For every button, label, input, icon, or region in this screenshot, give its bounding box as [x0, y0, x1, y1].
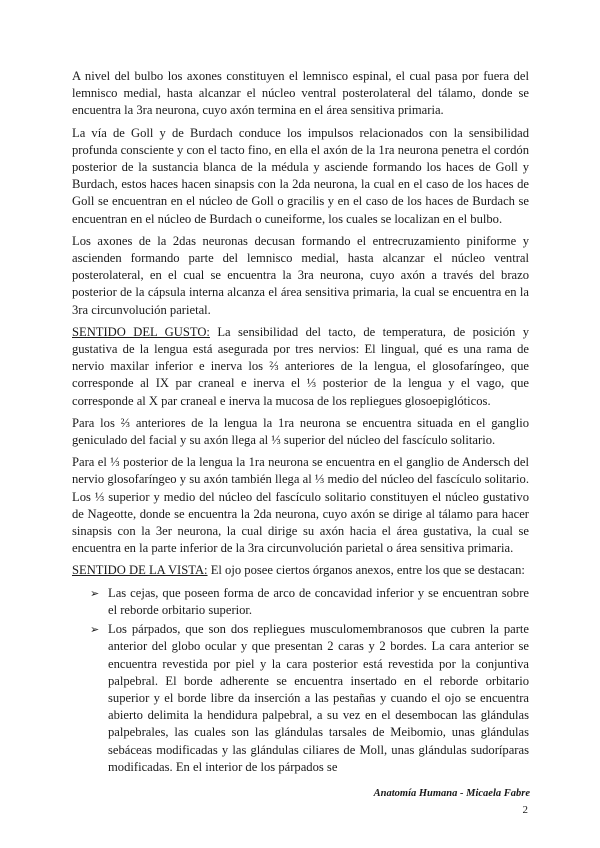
paragraph-via-goll-burdach: La vía de Goll y de Burdach conduce los impulsos relacionados con la sensibilidad profunda consciente y con el tacto fino, en ella el axón de la 1ra neurona penetra el cordón posterior de la sustancia blanca de la médula y asciende formando los haces de Goll y Burdach, estos haces hacen sinapsis con la 2da neurona, la cual en el caso de los haces de Goll se encuentran en el núcleo de Goll o gracilis y en el caso de los haces de Burdach se encuentran en el núcleo de Burdach o cuneiforme, los cuales se localizan en el bulbo. — [72, 125, 529, 226]
paragraph-lemnisco-espinal: A nivel del bulbo los axones constituyen el lemnisco espinal, el cual pasa por fuera del lemnisco medial, hasta alcanzar el núcleo ventral posterolateral del tálamo, donde se encuentra la 3ra neurona, cuyo axón termina en el área sensitiva primaria. — [72, 69, 529, 118]
heading-sentido-gusto: SENTIDO DEL GUSTO: — [72, 324, 210, 339]
paragraph-segundas-neuronas: Los axones de la 2das neuronas decusan formando el entrecruzamiento piniforme y ascienden formando parte del lemnisco medial, hasta alcanzar el núcleo ventral posterolateral, en el cual se encuentra la 3ra neurona, cuyo axón a través del brazo posterior de la cápsula interna alcanza el área sensitiva primaria, la cual se encuentra en la 3ra circunvolución parietal. — [72, 233, 529, 317]
arrow-bullet-icon: ➢ — [90, 623, 100, 637]
list-item-parpados — [90, 621, 529, 776]
document-page — [72, 68, 529, 778]
list-item-text: Las cejas, que poseen forma de arco de concavidad inferior y se encuentran sobre el reborde orbitario superior. — [108, 585, 529, 617]
paragraph-tercio-posterior: Para el ⅓ posterior de la lengua la 1ra neurona se encuentra en el ganglio de Andersch del nervio glosofaríngeo y su axón también llega al ⅓ medio del núcleo del fascículo solitario. Los ⅓ superior y medio del núcleo del fascículo solitario constituyen el núcleo gustativo de Nageotte, donde se encuentra la 2da neurona, cuyo axón se dirige al tálamo para hacer sinapsis con la 3er neurona, la cual dirige su axón hacia el área gustativa, la cual se encuentra en la parte inferior de la 3ra circunvolución parietal o área sensitiva primaria. — [72, 455, 529, 556]
heading-sentido-vista: SENTIDO DE LA VISTA: — [72, 563, 208, 578]
list-item-text: Los párpados, que son dos repliegues musculomembranosos que cubren la parte anterior del globo ocular y que presentan 2 caras y 2 bordes. La cara anterior se encuentra revestida por piel y la cara posterior está revestida por la conjuntiva palpebral. El borde adherente se encuentra insertado en el reborde orbitario superior y el borde libre da inserción a las pestañas y cuando el ojo se encuentra abierto delimita la hendidura palpebral, a su vez en el desembocan las glándulas palpebrales, las cuales son las glándulas tarsales de Meibomio, unas glándulas sebáceas modificadas y las glándulas ciliares de Moll, unas glándulas sudoríparas modificadas. En el interior de los párpados se — [108, 622, 529, 774]
list-item-cejas — [90, 585, 529, 619]
footer-credit: Anatomía Humana - Micaela Fabre — [373, 788, 530, 799]
paragraph-sentido-vista — [72, 562, 529, 579]
paragraph-dos-tercios-anteriores: Para los ⅔ anteriores de la lengua la 1ra neurona se encuentra situada en el ganglio geniculado del facial y su axón llega al ⅓ superior del núcleo del fascículo solitario. — [72, 415, 529, 448]
arrow-bullet-icon: ➢ — [90, 586, 100, 600]
page-number: 2 — [522, 804, 528, 816]
anexos-list — [72, 585, 529, 776]
paragraph-sentido-gusto — [72, 324, 529, 410]
paragraph-sentido-vista-body: El ojo posee ciertos órganos anexos, entre los que se destacan: — [207, 563, 525, 578]
paragraph-sentido-gusto-body: La sensibilidad del tacto, de temperatura, de posición y gustativa de la lengua está asegurada por tres nervios: El lingual, qué es una rama de nervio maxilar inferior e inerva los ⅔ anteriores de la lengua, el glosofaríngeo, que corresponde al IX par craneal e inerva el ⅓ posterior de la lengua y el vago, que corresponde al X par craneal e inerva la mucosa de los repliegues glosoepiglóticos. — [72, 324, 529, 408]
